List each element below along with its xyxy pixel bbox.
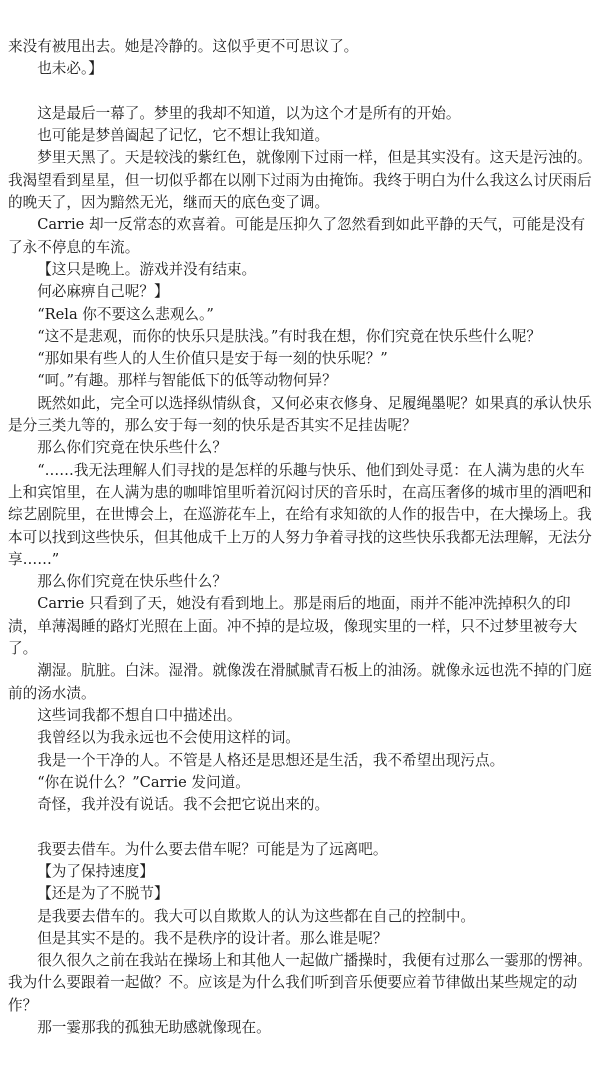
paragraph-4: 也可能是梦兽阖起了记忆，它不想让我知道。 — [37, 127, 330, 145]
paragraph-30: 很久很久之前在我站在操场上和其他人一起做广播操时，我便有过那么一霎那的愣神。我为什么要跟着一起做？不。应该是为什么我们听到音乐便要应着节律做出某些规定的动作？ — [8, 952, 592, 1014]
paragraph-25: 我要去借车。为什么要去借车呢？可能是为了远离吧。 — [37, 840, 388, 858]
paragraph-28: 是我要去借车的。我大可以自欺欺人的认为这些都在自己的控制中。 — [37, 907, 476, 925]
paragraph-8: 何必麻痹自己呢？】 — [37, 283, 169, 301]
paragraph-15: “……我无法理解人们寻找的是怎样的乐趣与快乐、他们到处寻觅：在人满为患的火车上和宾馆里，在人满为患的咖啡馆里听着沉闷讨厌的音乐时，在高压奢侈的城市里的酒吧和综艺剧院里，在世博会上，在巡游花车上，在给有求知欲的人作的报告中，在大操场上。我本可以找到这些快乐，但其他成千上万的人努力争着寻找的这些快乐我都无法理解，无法分享……” — [8, 461, 592, 568]
paragraph-23: 奇怪，我并没有说话。我不会把它说出来的。 — [37, 796, 330, 814]
paragraph-31: 那一霎那我的孤独无助感就像现在。 — [37, 1019, 271, 1037]
paragraph-16: 那么你们究竟在快乐些什么？ — [37, 573, 227, 591]
paragraph-7: 【这只是晚上。游戏并没有结束。 — [37, 260, 257, 278]
paragraph-29: 但是其实不是的。我不是秩序的设计者。那么谁是呢？ — [37, 929, 388, 947]
paragraph-1: 也未必。】 — [37, 60, 103, 78]
paragraph-5: 梦里天黑了。天是较浅的紫红色，就像刚下过雨一样，但是其实没有。这天是污浊的。我渴望看到星星，但一切似乎都在以刚下过雨为由掩饰。我终于明白为什么我这么讨厌雨后的晚天了，因为黯然无光，继而天的底色变了调。 — [8, 149, 592, 212]
paragraph-27: 【还是为了不脱节】 — [37, 885, 169, 903]
paragraph-20: 我曾经以为我永远也不会使用这样的词。 — [37, 729, 300, 747]
blank-line — [8, 81, 592, 103]
paragraph-9: “Rela 你不要这么悲观么。” — [37, 305, 214, 323]
paragraph-26: 【为了保持速度】 — [37, 862, 154, 880]
paragraph-18: 潮湿。肮脏。白沫。湿滑。就像泼在滑腻腻青石板上的油汤。就像永远也洗不掉的门庭前的汤水渍。 — [8, 662, 592, 702]
paragraph-14: 那么你们究竟在快乐些什么？ — [37, 439, 227, 457]
paragraph-13: 既然如此，完全可以选择纵情纵食，又何必束衣修身、足履绳墨呢？如果真的承认快乐是分三类九等的，那么安于每一刻的快乐是否其实不足挂齿呢？ — [8, 394, 592, 435]
paragraph-17: Carrie 只看到了天，她没有看到地上。那是雨后的地面，雨并不能冲洗掉积久的印渍，单薄渴睡的路灯光照在上面。冲不掉的是垃圾，像现实里的一样，只不过梦里被夸大了。 — [8, 595, 578, 658]
paragraph-12: “呵。”有趣。那样与智能低下的低等动物何异？ — [37, 372, 337, 390]
paragraph-19: 这些词我都不想自口中描述出。 — [37, 706, 242, 724]
paragraph-6: Carrie 却一反常态的欢喜着。可能是压抑久了忽然看到如此平静的天气，可能是没有了永不停息的车流。 — [8, 216, 586, 256]
paragraph-3: 这是最后一幕了。梦里的我却不知道，以为这个才是所有的开始。 — [37, 104, 461, 122]
paragraph-21: 我是一个干净的人。不管是人格还是思想还是生活，我不希望出现污点。 — [37, 751, 505, 769]
blank-line — [8, 816, 592, 838]
paragraph-10: “这不是悲观，而你的快乐只是肤浅。”有时我在想，你们究竟在快乐些什么呢？ — [37, 327, 541, 345]
paragraph-11: “那如果有些人的人生价值只是安于每一刻的快乐呢？” — [37, 350, 388, 368]
document-page — [8, 36, 592, 1039]
paragraph-22: “你在说什么？”Carrie 发问道。 — [37, 773, 250, 791]
paragraph-0: 来没有被甩出去。她是冷静的。这似乎更不可思议了。 — [8, 38, 359, 55]
